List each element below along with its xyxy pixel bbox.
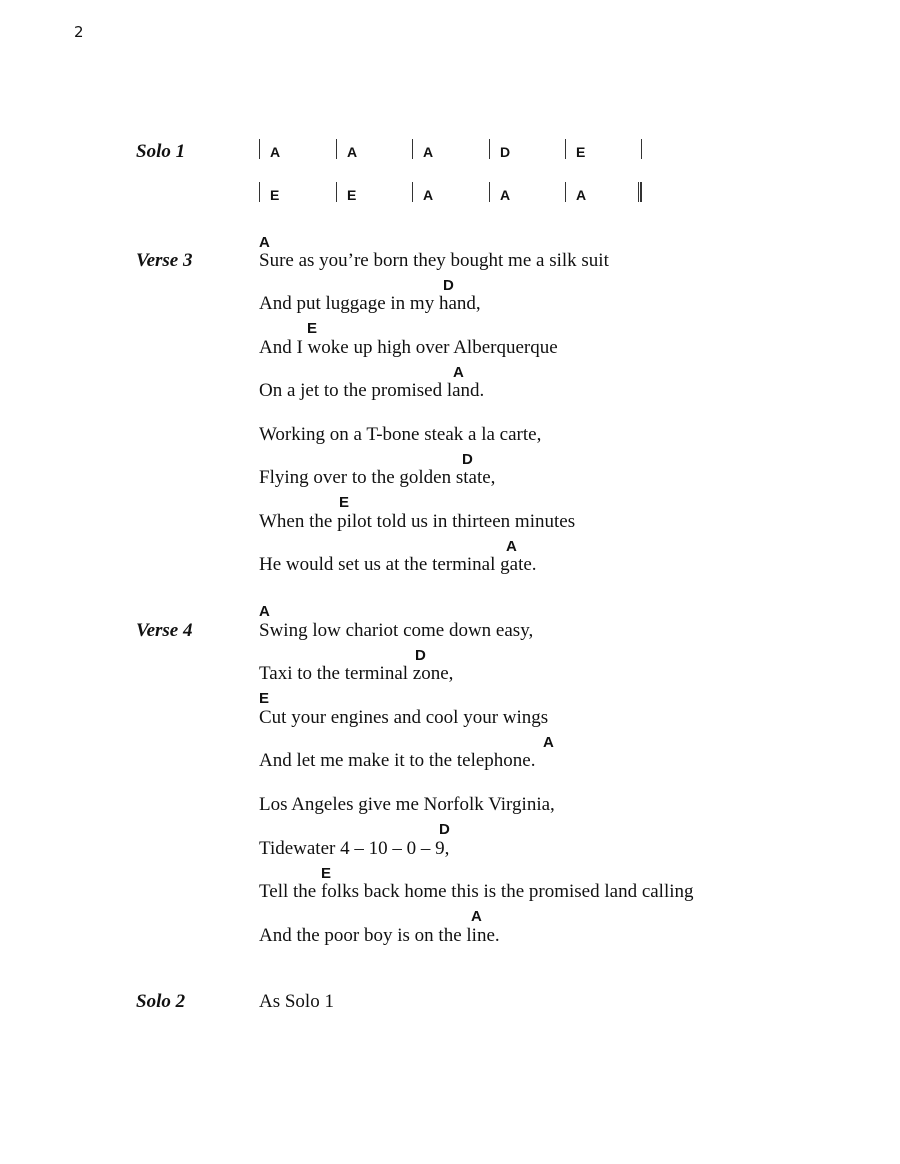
lyric-line: Los Angeles give me Norfolk Virginia, bbox=[259, 794, 555, 815]
bar-chord: E bbox=[576, 144, 586, 160]
chord: A bbox=[506, 538, 517, 555]
chord: E bbox=[321, 865, 332, 882]
bar-chord: A bbox=[270, 144, 281, 160]
barline bbox=[489, 139, 490, 159]
lyric-line: Working on a T-bone steak a la carte, bbox=[259, 424, 542, 445]
bar-chord: E bbox=[270, 187, 280, 203]
lyric-line: He would set us at the terminal gate. bbox=[259, 554, 537, 575]
bar-chord: A bbox=[423, 144, 434, 160]
barline bbox=[565, 182, 566, 202]
bar-chord: D bbox=[500, 144, 511, 160]
chord: E bbox=[339, 494, 350, 511]
solo2-text: As Solo 1 bbox=[259, 991, 334, 1012]
barline bbox=[641, 139, 642, 159]
bar-chord: A bbox=[347, 144, 358, 160]
bar-chord: A bbox=[500, 187, 511, 203]
lyric-line: Cut your engines and cool your wings bbox=[259, 707, 549, 728]
page-number: 2 bbox=[74, 23, 84, 41]
verse3-label: Verse 3 bbox=[136, 250, 193, 271]
barline bbox=[336, 139, 337, 159]
final-double-barline bbox=[638, 182, 642, 202]
lyric-line: On a jet to the promised land. bbox=[259, 380, 485, 401]
chord: A bbox=[453, 364, 464, 381]
bar-chord: A bbox=[576, 187, 587, 203]
solo1-label: Solo 1 bbox=[136, 141, 186, 162]
chord: A bbox=[471, 908, 482, 925]
barline bbox=[412, 182, 413, 202]
chord: E bbox=[259, 690, 270, 707]
barline bbox=[489, 182, 490, 202]
lyric-line: And I woke up high over Alberquerque bbox=[259, 337, 558, 358]
lyric-line: And let me make it to the telephone. bbox=[259, 750, 536, 771]
barline bbox=[336, 182, 337, 202]
bar-chord: A bbox=[423, 187, 434, 203]
lyric-line: Swing low chariot come down easy, bbox=[259, 620, 534, 641]
lyric-line: Tell the folks back home this is the promised land calling bbox=[259, 881, 694, 902]
lyric-line: Taxi to the terminal zone, bbox=[259, 663, 454, 684]
chord: E bbox=[307, 320, 318, 337]
chord: D bbox=[439, 821, 450, 838]
lyric-line: When the pilot told us in thirteen minutes bbox=[259, 511, 576, 532]
lyric-line: Tidewater 4 – 10 – 0 – 9, bbox=[259, 838, 450, 859]
chord: A bbox=[259, 603, 270, 620]
barline bbox=[565, 139, 566, 159]
barline bbox=[259, 139, 260, 159]
lyric-line: And the poor boy is on the line. bbox=[259, 925, 500, 946]
lyric-line: And put luggage in my hand, bbox=[259, 293, 481, 314]
chord: D bbox=[462, 451, 473, 468]
chord: A bbox=[259, 234, 270, 251]
lyric-line: Sure as you’re born they bought me a silk suit bbox=[259, 250, 609, 271]
barline bbox=[259, 182, 260, 202]
chord: A bbox=[543, 734, 554, 751]
verse4-label: Verse 4 bbox=[136, 620, 193, 641]
solo2-label: Solo 2 bbox=[136, 991, 186, 1012]
lyric-line: Flying over to the golden state, bbox=[259, 467, 496, 488]
chord: D bbox=[415, 647, 426, 664]
chord: D bbox=[443, 277, 454, 294]
bar-chord: E bbox=[347, 187, 357, 203]
barline bbox=[412, 139, 413, 159]
